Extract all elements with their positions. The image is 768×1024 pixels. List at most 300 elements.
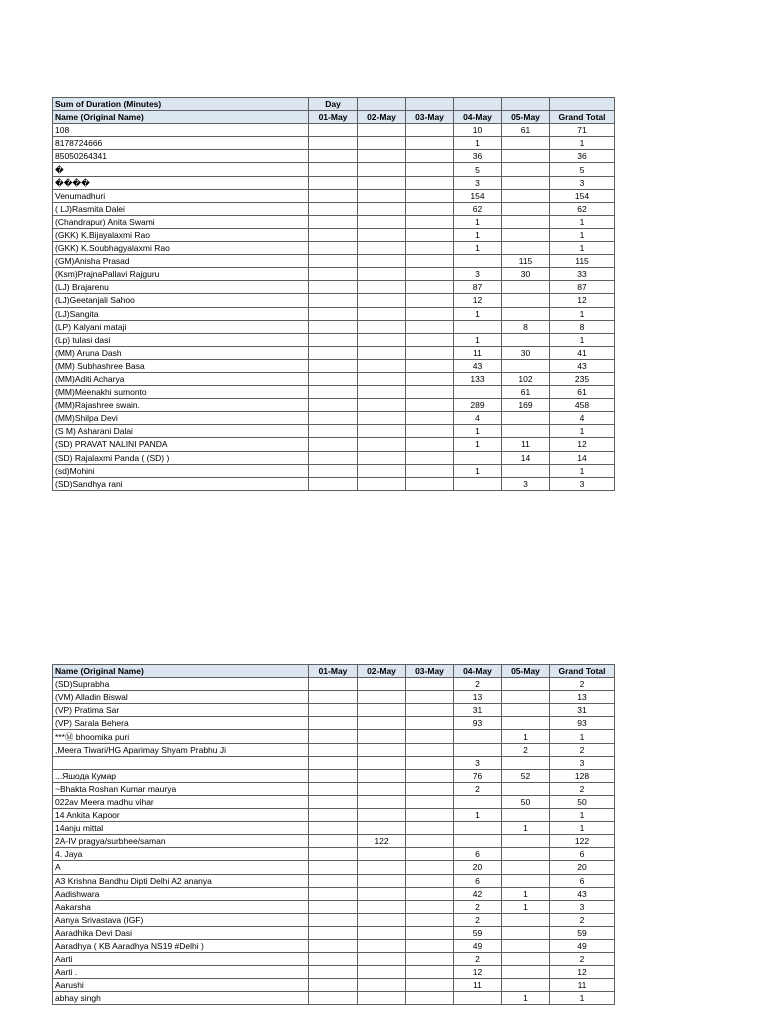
row-name-cell: (SD)Sandhya rani — [53, 477, 309, 490]
value-cell: 3 — [454, 756, 502, 769]
value-cell — [406, 926, 454, 939]
value-cell — [502, 939, 550, 952]
value-cell — [309, 874, 358, 887]
column-header-row — [53, 665, 615, 678]
value-cell: 1 — [454, 215, 502, 228]
value-cell — [406, 809, 454, 822]
value-cell — [406, 346, 454, 359]
table-row — [53, 887, 615, 900]
table-row — [53, 176, 615, 189]
value-cell — [309, 953, 358, 966]
column-header-grand-total: Grand Total — [550, 111, 615, 124]
value-cell — [454, 743, 502, 756]
grand-total-cell: 2 — [550, 782, 615, 795]
value-cell — [309, 743, 358, 756]
value-cell — [309, 678, 358, 691]
value-cell — [358, 124, 406, 137]
value-cell — [454, 320, 502, 333]
value-cell: 154 — [454, 189, 502, 202]
value-cell — [406, 861, 454, 874]
table-row — [53, 730, 615, 743]
grand-total-cell: 12 — [550, 294, 615, 307]
value-cell — [406, 939, 454, 952]
value-cell — [502, 717, 550, 730]
value-cell — [358, 333, 406, 346]
table-row — [53, 333, 615, 346]
value-cell — [309, 887, 358, 900]
grand-total-cell: 20 — [550, 861, 615, 874]
value-cell — [406, 255, 454, 268]
value-cell: 3 — [454, 176, 502, 189]
grand-total-cell: 4 — [550, 412, 615, 425]
grand-total-cell: 3 — [550, 900, 615, 913]
value-cell — [406, 268, 454, 281]
column-header-01-may: 01-May — [309, 111, 358, 124]
pivot-header-row — [53, 98, 615, 111]
value-cell: 1 — [454, 228, 502, 241]
value-cell — [358, 189, 406, 202]
value-cell: 1 — [502, 900, 550, 913]
table-row — [53, 691, 615, 704]
row-name-cell: Aarti — [53, 953, 309, 966]
column-header-04-may: 04-May — [454, 111, 502, 124]
value-cell — [309, 835, 358, 848]
table-row — [53, 163, 615, 176]
row-name-cell: 14anju mittal — [53, 822, 309, 835]
row-name-cell: (S M) Asharani Dalai — [53, 425, 309, 438]
grand-total-cell: 154 — [550, 189, 615, 202]
row-name-cell: (Chandrapur) Anita Swami — [53, 215, 309, 228]
value-cell: 1 — [502, 822, 550, 835]
value-cell — [502, 425, 550, 438]
grand-total-cell: 43 — [550, 359, 615, 372]
value-cell — [309, 756, 358, 769]
value-cell — [406, 769, 454, 782]
value-cell — [309, 730, 358, 743]
value-cell — [502, 215, 550, 228]
value-field-header: Sum of Duration (Minutes) — [53, 98, 309, 111]
value-cell: 2 — [454, 678, 502, 691]
value-cell — [502, 150, 550, 163]
table-row — [53, 189, 615, 202]
table-row — [53, 795, 615, 808]
value-cell: 1 — [502, 730, 550, 743]
value-cell — [358, 822, 406, 835]
column-field-label: Day — [309, 98, 358, 111]
value-cell — [309, 979, 358, 992]
table-row — [53, 359, 615, 372]
value-cell: 61 — [502, 386, 550, 399]
value-cell: 169 — [502, 399, 550, 412]
row-name-cell: (Lp) tulasi dasi — [53, 333, 309, 346]
grand-total-cell: 33 — [550, 268, 615, 281]
value-cell: 10 — [454, 124, 502, 137]
table-row — [53, 228, 615, 241]
value-cell — [406, 294, 454, 307]
value-cell — [358, 900, 406, 913]
value-cell — [406, 320, 454, 333]
value-cell — [358, 255, 406, 268]
value-cell — [406, 704, 454, 717]
value-cell — [406, 835, 454, 848]
table-row — [53, 477, 615, 490]
value-cell — [309, 346, 358, 359]
value-cell — [406, 372, 454, 385]
value-cell — [502, 704, 550, 717]
value-cell — [358, 202, 406, 215]
grand-total-cell: 1 — [550, 425, 615, 438]
value-cell — [406, 795, 454, 808]
value-cell — [406, 822, 454, 835]
value-cell — [309, 425, 358, 438]
value-cell — [454, 386, 502, 399]
value-cell — [502, 242, 550, 255]
table-row — [53, 412, 615, 425]
row-name-cell: � — [53, 163, 309, 176]
value-cell: 31 — [454, 704, 502, 717]
value-cell — [309, 704, 358, 717]
column-header-02-may: 02-May — [358, 111, 406, 124]
row-name-cell: (VM) Alladin Biswal — [53, 691, 309, 704]
value-cell — [309, 966, 358, 979]
value-cell — [406, 124, 454, 137]
grand-total-cell: 62 — [550, 202, 615, 215]
value-cell — [309, 861, 358, 874]
value-cell — [406, 887, 454, 900]
value-cell — [309, 215, 358, 228]
value-cell — [502, 926, 550, 939]
value-cell — [502, 782, 550, 795]
row-name-cell: (GKK) K.Bijayalaxmi Rao — [53, 228, 309, 241]
value-cell — [309, 268, 358, 281]
grand-total-cell: 2 — [550, 743, 615, 756]
value-cell — [502, 464, 550, 477]
grand-total-cell: 122 — [550, 835, 615, 848]
value-cell — [502, 861, 550, 874]
value-cell — [406, 333, 454, 346]
value-cell — [406, 848, 454, 861]
value-cell — [502, 691, 550, 704]
grand-total-cell: 235 — [550, 372, 615, 385]
grand-total-cell: 5 — [550, 163, 615, 176]
row-name-cell: A3 Krishna Bandhu Dipti Delhi A2 ananya — [53, 874, 309, 887]
table-row — [53, 202, 615, 215]
table-row — [53, 464, 615, 477]
row-name-cell: Aakarsha — [53, 900, 309, 913]
grand-total-cell: 2 — [550, 913, 615, 926]
value-cell — [309, 913, 358, 926]
grand-total-cell: 458 — [550, 399, 615, 412]
value-cell — [406, 137, 454, 150]
value-cell — [406, 782, 454, 795]
value-cell: 36 — [454, 150, 502, 163]
row-name-cell: 85050264341 — [53, 150, 309, 163]
grand-total-cell: 1 — [550, 809, 615, 822]
row-name-cell: (SD)Suprabha — [53, 678, 309, 691]
value-cell — [406, 756, 454, 769]
value-cell — [309, 281, 358, 294]
value-cell — [309, 412, 358, 425]
value-cell — [358, 913, 406, 926]
value-cell — [309, 163, 358, 176]
grand-total-cell: 12 — [550, 966, 615, 979]
value-cell — [406, 202, 454, 215]
value-cell — [406, 425, 454, 438]
value-cell — [358, 307, 406, 320]
value-cell — [502, 979, 550, 992]
value-cell — [358, 399, 406, 412]
value-cell: 2 — [454, 782, 502, 795]
row-name-cell: (Ksm)PrajnaPallavi Rajguru — [53, 268, 309, 281]
value-cell — [502, 202, 550, 215]
value-cell — [358, 717, 406, 730]
value-cell — [502, 966, 550, 979]
value-cell — [309, 255, 358, 268]
value-cell: 52 — [502, 769, 550, 782]
value-cell — [358, 848, 406, 861]
value-cell — [358, 861, 406, 874]
table-row — [53, 386, 615, 399]
value-cell: 1 — [454, 307, 502, 320]
table-row — [53, 848, 615, 861]
value-cell — [454, 255, 502, 268]
table-row — [53, 425, 615, 438]
row-name-cell: A — [53, 861, 309, 874]
value-cell — [358, 425, 406, 438]
value-cell — [309, 822, 358, 835]
column-header-02-may: 02-May — [358, 665, 406, 678]
value-cell — [309, 228, 358, 241]
column-header-05-may: 05-May — [502, 665, 550, 678]
value-cell: 4 — [454, 412, 502, 425]
grand-total-cell: 1 — [550, 215, 615, 228]
value-cell — [406, 359, 454, 372]
row-name-cell: (VP) Pratima Sar — [53, 704, 309, 717]
value-cell: 1 — [454, 242, 502, 255]
value-cell — [358, 242, 406, 255]
value-cell — [406, 189, 454, 202]
grand-total-cell: 8 — [550, 320, 615, 333]
value-cell: 1 — [502, 992, 550, 1005]
value-cell — [358, 939, 406, 952]
row-name-cell — [53, 756, 309, 769]
value-cell: 2 — [454, 900, 502, 913]
table-row — [53, 307, 615, 320]
value-cell — [406, 953, 454, 966]
value-cell: 8 — [502, 320, 550, 333]
row-name-cell: (GKK) K.Soubhagyalaxmi Rao — [53, 242, 309, 255]
row-name-cell: 4. Jaya — [53, 848, 309, 861]
value-cell — [406, 874, 454, 887]
value-cell — [502, 848, 550, 861]
table-row — [53, 756, 615, 769]
value-cell — [309, 717, 358, 730]
row-name-cell: Aadishwara — [53, 887, 309, 900]
value-cell — [309, 307, 358, 320]
row-name-cell: (LJ) Brajarenu — [53, 281, 309, 294]
table-row — [53, 769, 615, 782]
table-row — [53, 782, 615, 795]
value-cell — [358, 769, 406, 782]
value-cell — [502, 953, 550, 966]
row-name-cell: ***Ⓜ bhoomika puri — [53, 730, 309, 743]
grand-total-cell: 1 — [550, 992, 615, 1005]
value-cell — [502, 412, 550, 425]
value-cell — [358, 953, 406, 966]
table-row — [53, 150, 615, 163]
blank-header-cell — [550, 98, 615, 111]
value-cell — [358, 926, 406, 939]
grand-total-cell: 115 — [550, 255, 615, 268]
value-cell — [358, 294, 406, 307]
column-header-01-may: 01-May — [309, 665, 358, 678]
value-cell — [309, 386, 358, 399]
value-cell — [358, 438, 406, 451]
value-cell: 59 — [454, 926, 502, 939]
value-cell — [309, 242, 358, 255]
row-name-cell: (MM) Aruna Dash — [53, 346, 309, 359]
table-row — [53, 399, 615, 412]
value-cell — [309, 399, 358, 412]
table-body — [53, 124, 615, 491]
value-cell — [309, 782, 358, 795]
value-cell: 49 — [454, 939, 502, 952]
value-cell — [406, 412, 454, 425]
value-cell — [309, 176, 358, 189]
value-cell: 3 — [454, 268, 502, 281]
grand-total-cell: 11 — [550, 979, 615, 992]
value-cell — [406, 966, 454, 979]
value-cell — [406, 678, 454, 691]
value-cell — [309, 189, 358, 202]
value-cell — [454, 835, 502, 848]
table-row — [53, 966, 615, 979]
value-cell — [406, 176, 454, 189]
value-cell — [309, 124, 358, 137]
value-cell — [309, 464, 358, 477]
grand-total-cell: 1 — [550, 730, 615, 743]
value-cell — [502, 163, 550, 176]
value-cell: 289 — [454, 399, 502, 412]
table-row — [53, 926, 615, 939]
grand-total-cell: 3 — [550, 477, 615, 490]
table-row — [53, 704, 615, 717]
value-cell — [406, 242, 454, 255]
row-name-cell: (VP) Sarala Behera — [53, 717, 309, 730]
value-cell — [358, 809, 406, 822]
row-name-cell: Aaradhya ( KB Aaradhya NS19 #Delhi ) — [53, 939, 309, 952]
table-row — [53, 281, 615, 294]
table-row — [53, 913, 615, 926]
value-cell — [309, 451, 358, 464]
row-name-cell: 14 Ankita Kapoor — [53, 809, 309, 822]
table-row — [53, 874, 615, 887]
row-name-cell: ,Meera Tiwari/HG Aparimay Shyam Prabhu Ji — [53, 743, 309, 756]
value-cell — [309, 477, 358, 490]
column-header-03-may: 03-May — [406, 111, 454, 124]
value-cell: 2 — [502, 743, 550, 756]
value-cell: 87 — [454, 281, 502, 294]
value-cell: 1 — [454, 809, 502, 822]
value-cell: 102 — [502, 372, 550, 385]
value-cell: 6 — [454, 874, 502, 887]
value-cell — [406, 464, 454, 477]
value-cell: 115 — [502, 255, 550, 268]
value-cell — [309, 926, 358, 939]
table-row — [53, 743, 615, 756]
value-cell: 20 — [454, 861, 502, 874]
pivot-table-bottom — [52, 664, 615, 1005]
name-column-header: Name (Original Name) — [53, 665, 309, 678]
value-cell — [502, 137, 550, 150]
value-cell — [502, 307, 550, 320]
row-name-cell: (LJ)Sangita — [53, 307, 309, 320]
value-cell — [358, 704, 406, 717]
value-cell — [309, 150, 358, 163]
table-row — [53, 979, 615, 992]
value-cell — [454, 477, 502, 490]
row-name-cell: ~Bhakta Roshan Kumar maurya — [53, 782, 309, 795]
column-header-04-may: 04-May — [454, 665, 502, 678]
value-cell — [502, 835, 550, 848]
value-cell — [358, 215, 406, 228]
row-name-cell: Aanya Srivastava (IGF) — [53, 913, 309, 926]
table-row — [53, 822, 615, 835]
table-row — [53, 939, 615, 952]
value-cell: 2 — [454, 913, 502, 926]
value-cell — [358, 782, 406, 795]
value-cell — [406, 399, 454, 412]
value-cell — [358, 678, 406, 691]
grand-total-cell: 12 — [550, 438, 615, 451]
value-cell: 93 — [454, 717, 502, 730]
grand-total-cell: 6 — [550, 874, 615, 887]
value-cell — [358, 795, 406, 808]
value-cell — [358, 228, 406, 241]
value-cell: 1 — [454, 137, 502, 150]
value-cell — [309, 202, 358, 215]
value-cell: 30 — [502, 268, 550, 281]
value-cell: 61 — [502, 124, 550, 137]
row-name-cell: ...Яшода Кумар — [53, 769, 309, 782]
value-cell: 1 — [454, 425, 502, 438]
table-row — [53, 124, 615, 137]
value-cell — [358, 887, 406, 900]
value-cell — [406, 979, 454, 992]
grand-total-cell: 1 — [550, 137, 615, 150]
name-column-header: Name (Original Name) — [53, 111, 309, 124]
table-row — [53, 242, 615, 255]
table-row — [53, 268, 615, 281]
value-cell: 1 — [502, 887, 550, 900]
grand-total-cell: 1 — [550, 307, 615, 320]
value-cell: 122 — [358, 835, 406, 848]
value-cell — [502, 809, 550, 822]
value-cell — [406, 451, 454, 464]
grand-total-cell: 61 — [550, 386, 615, 399]
value-cell — [502, 678, 550, 691]
grand-total-cell: 1 — [550, 464, 615, 477]
blank-header-cell — [358, 98, 406, 111]
value-cell — [309, 795, 358, 808]
value-cell — [406, 215, 454, 228]
row-name-cell: (SD) PRAVAT NALINI PANDA — [53, 438, 309, 451]
row-name-cell: Venumadhuri — [53, 189, 309, 202]
value-cell — [309, 939, 358, 952]
value-cell — [406, 163, 454, 176]
value-cell — [358, 281, 406, 294]
value-cell — [454, 730, 502, 743]
